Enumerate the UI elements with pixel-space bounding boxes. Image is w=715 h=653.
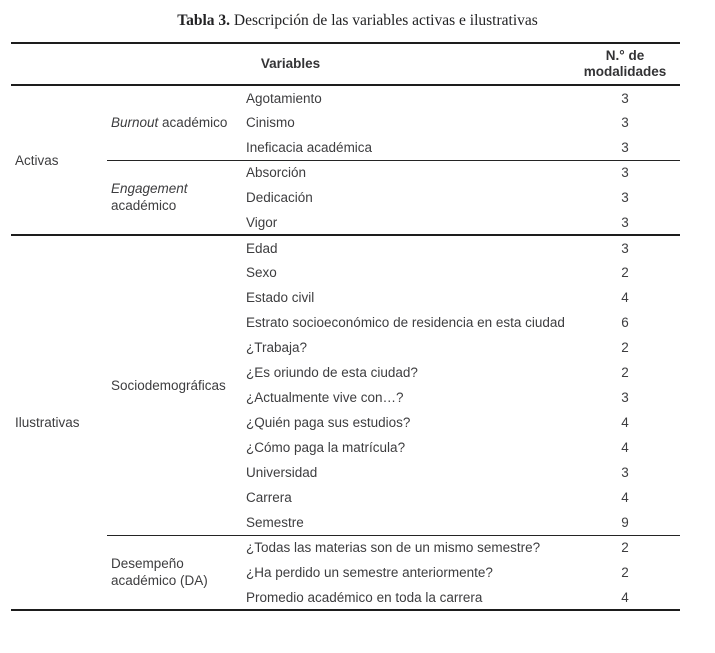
- subgroup-label: [107, 235, 240, 535]
- variables-table: [11, 42, 680, 611]
- paper-page: [0, 11, 715, 653]
- variable-name: Semestre: [246, 514, 304, 530]
- modalities-count: 2: [621, 340, 629, 355]
- subgroup-label-part: Sociodemográficas: [111, 377, 226, 393]
- variable-name: Edad: [240, 235, 570, 260]
- modalities-count: 3: [621, 90, 629, 106]
- header-row: [11, 43, 680, 85]
- modalities-count: 4: [621, 490, 629, 505]
- variable-name: ¿Cómo paga la matrícula?: [246, 440, 406, 455]
- variable-name: Estado civil: [246, 290, 315, 305]
- subgroup-label: [107, 160, 240, 235]
- variable-name: ¿Es oriundo de esta ciudad?: [246, 365, 418, 380]
- table-row: [11, 535, 680, 560]
- variable-name: Carrera: [246, 490, 292, 505]
- modalities-count: 3: [621, 390, 629, 405]
- variable-name: ¿Trabaja?: [246, 340, 308, 355]
- variable-name: ¿Actualmente vive con…?: [246, 390, 404, 405]
- variables-column-header: Variables: [11, 43, 570, 85]
- modalities-count: 4: [621, 415, 629, 430]
- modalities-count: 3: [570, 160, 680, 185]
- modalities-column-header: [570, 43, 680, 85]
- modalities-count: 6: [621, 315, 629, 330]
- modalities-count: 4: [621, 440, 629, 455]
- variable-name: Universidad: [246, 465, 318, 480]
- variable-name: ¿Todas las materias son de un mismo semestre?: [240, 535, 570, 560]
- subgroup-label: [107, 535, 240, 610]
- variable-name: ¿Ha perdido un semestre anteriormente?: [246, 565, 493, 580]
- modalities-count: 2: [621, 365, 629, 380]
- subgroup-label-part: académico (DA): [111, 573, 208, 589]
- modalities-header-line1: N.° de: [605, 48, 645, 63]
- variable-name: Estrato socioeconómico de residencia en esta ciudad: [246, 315, 565, 330]
- subgroup-label-part: académico: [158, 115, 228, 131]
- modalities-count: 3: [621, 214, 629, 230]
- modalities-count: 3: [621, 465, 629, 480]
- variable-name: Agotamiento: [246, 90, 322, 106]
- variable-name: Cinismo: [246, 115, 295, 130]
- table-row: [11, 160, 680, 185]
- variable-name: Absorción: [240, 160, 570, 185]
- table-title-text: Descripción de las variables activas e ilustrativas: [230, 12, 538, 29]
- variable-name: Dedicación: [246, 190, 313, 205]
- modalities-count: 3: [621, 115, 629, 130]
- subgroup-label: [107, 85, 240, 160]
- variable-name: Sexo: [246, 265, 277, 280]
- modalities-count: 9: [621, 514, 629, 530]
- modalities-count: 3: [621, 190, 629, 205]
- variable-name: Promedio académico en toda la carrera: [246, 589, 483, 605]
- modalities-count: 2: [570, 535, 680, 560]
- modalities-count: 2: [621, 565, 629, 580]
- modalities-count: 2: [621, 265, 629, 280]
- modalities-count: 4: [621, 589, 629, 605]
- subgroup-label-italic-part: Burnout: [111, 115, 159, 131]
- group-label: Ilustrativas: [11, 235, 107, 610]
- modalities-header-line2: modalidades: [583, 64, 667, 79]
- modalities-count: 4: [621, 290, 629, 305]
- group-label: Activas: [15, 152, 59, 168]
- variable-name: Ineficacia académica: [246, 139, 373, 155]
- table-title-label: Tabla 3.: [177, 12, 231, 29]
- subgroup-label-italic-part: Engagement: [111, 181, 188, 197]
- table-row: [11, 235, 680, 260]
- table-row: [11, 85, 680, 110]
- modalities-count: 3: [621, 139, 629, 155]
- variable-name: ¿Quién paga sus estudios?: [246, 415, 411, 430]
- subgroup-label-part: académico: [111, 198, 177, 214]
- variable-name: Vigor: [246, 214, 278, 230]
- modalities-count: 3: [570, 235, 680, 260]
- subgroup-label-part: Desempeño: [111, 556, 184, 572]
- table-title: [0, 11, 715, 31]
- table-body: [11, 85, 680, 610]
